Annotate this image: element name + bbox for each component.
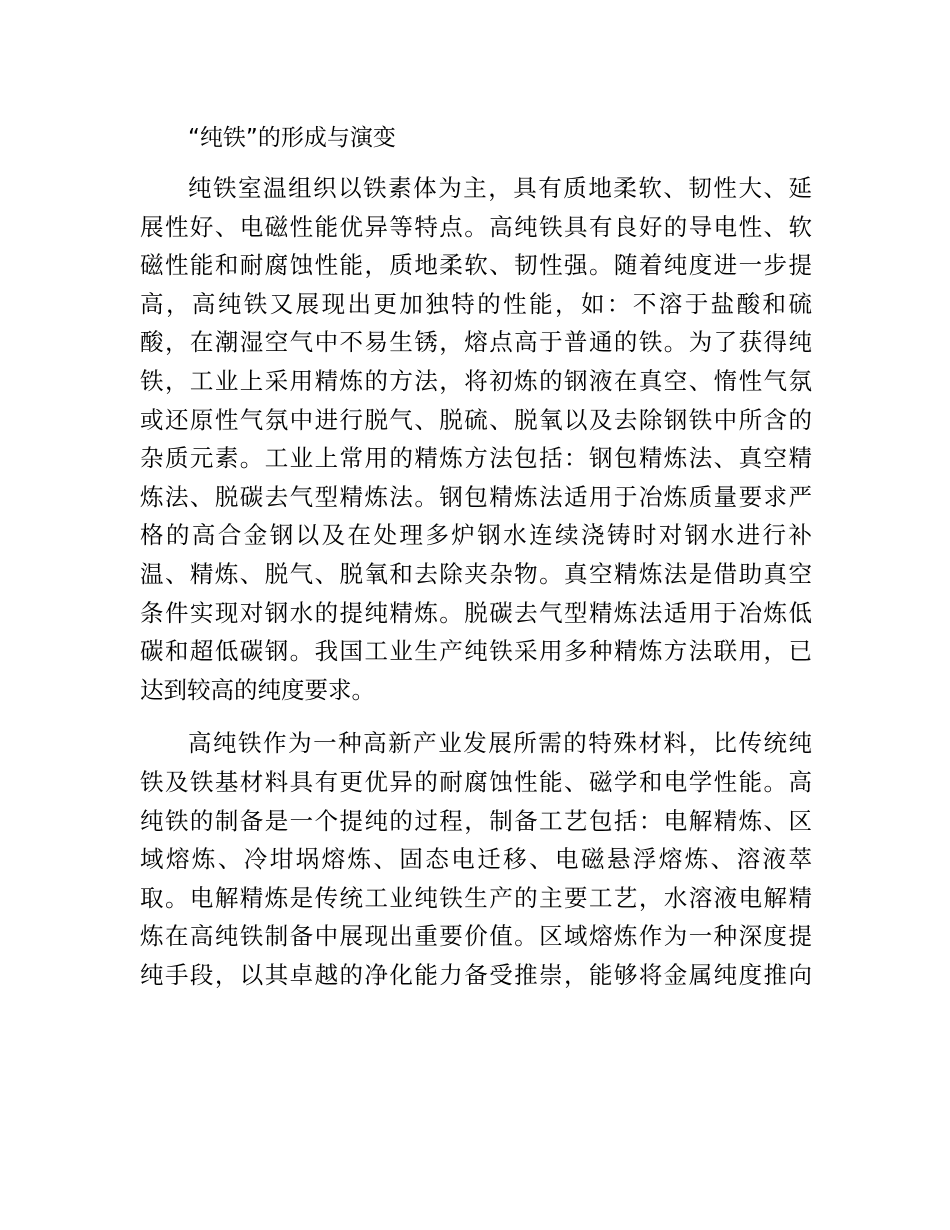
paragraph-line: 条件实现对钢水的提纯精炼。脱碳去气型精炼法适用于冶炼低 [140,598,812,627]
paragraph-line: 取。电解精炼是传统工业纯铁生产的主要工艺，水溶液电解精 [140,883,812,912]
paragraph-line: 温、精炼、脱气、脱氧和去除夹杂物。真空精炼法是借助真空 [140,559,812,588]
paragraph-line: 域熔炼、冷坩埚熔炼、固态电迁移、电磁悬浮熔炼、溶液萃 [140,845,812,874]
paragraph-line: 高纯铁作为一种高新产业发展所需的特殊材料，比传统纯 [188,729,812,758]
paragraph-line: 格的高合金钢以及在处理多炉钢水连续浇铸时对钢水进行补 [140,521,812,550]
paragraph-line: 碳和超低碳钢。我国工业生产纯铁采用多种精炼方法联用，已 [140,637,812,666]
document-heading: “纯铁”的形成与演变 [188,125,396,151]
paragraph-line: 或还原性气氛中进行脱气、脱硫、脱氧以及去除钢铁中所含的 [140,405,812,434]
paragraph-line: 铁，工业上采用精炼的方法，将初炼的钢液在真空、惰性气氛 [140,366,812,395]
document-body [140,116,812,1009]
paragraph-line: 杂质元素。工业上常用的精炼方法包括：钢包精炼法、真空精 [140,444,812,473]
paragraph-line: 高，高纯铁又展现出更加独特的性能，如：不溶于盐酸和硫 [140,289,812,318]
paragraph-line: 纯铁室温组织以铁素体为主，具有质地柔软、韧性大、延 [188,174,812,202]
paragraph-line: 磁性能和耐腐蚀性能，质地柔软、韧性强。随着纯度进一步提 [140,251,812,280]
paragraph-line: 展性好、电磁性能优异等特点。高纯铁具有良好的导电性、软 [140,212,812,241]
paragraph-line: 纯手段，以其卓越的净化能力备受推崇，能够将金属纯度推向 [140,960,812,989]
paragraph-1 [140,169,812,709]
paragraph-line: 炼在高纯铁制备中展现出重要价值。区域熔炼作为一种深度提 [140,922,812,951]
paragraph-2 [140,724,812,994]
paragraph-line: 达到较高的纯度要求。 [140,675,375,704]
paragraph-line: 纯铁的制备是一个提纯的过程，制备工艺包括：电解精炼、区 [140,806,812,835]
paragraph-line: 酸，在潮湿空气中不易生锈，熔点高于普通的铁。为了获得纯 [140,328,812,357]
paragraph-line: 炼法、脱碳去气型精炼法。钢包精炼法适用于冶炼质量要求严 [140,482,812,511]
paragraph-line: 铁及铁基材料具有更优异的耐腐蚀性能、磁学和电学性能。高 [140,767,812,796]
